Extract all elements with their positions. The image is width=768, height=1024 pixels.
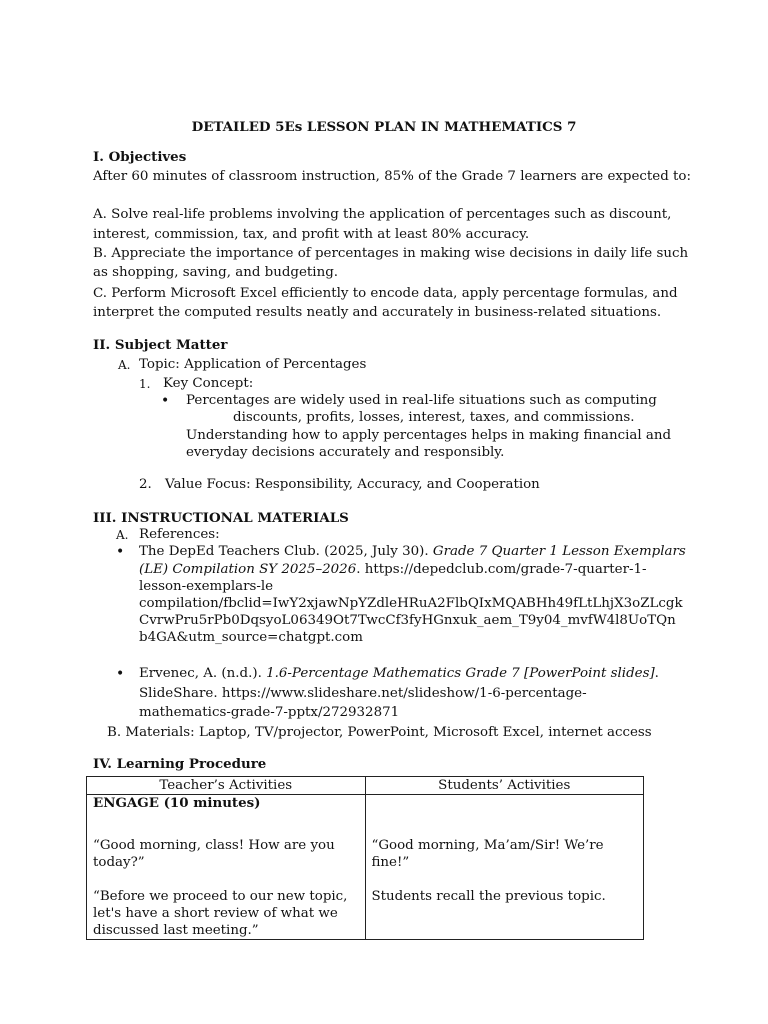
teacher-review-prompt: “Before we proceed to our new topic, let's have a short review of what we discussed last meeting.” xyxy=(93,889,348,938)
table-header-row xyxy=(87,777,644,795)
reference-1-link[interactable]: b4GA&utm_source=chatgpt.com xyxy=(139,630,363,645)
engage-label: ENGAGE (10 minutes) xyxy=(93,795,261,811)
concept-line: everyday decisions accurately and responsibly. xyxy=(186,445,505,460)
reference-2-link[interactable]: mathematics-grade-7-pptx/272932871 xyxy=(139,705,400,720)
teacher-greeting: “Good morning, class! How are you today?” xyxy=(93,838,335,870)
concept-line: discounts, profits, losses, interest, taxes, and commissions. xyxy=(233,410,635,425)
students-activities-header: Students’ Activities xyxy=(365,777,644,795)
objective-line: interest, commission, tax, and profit with at least 80% accuracy. xyxy=(93,227,530,242)
materials-line: B. Materials: Laptop, TV/projector, PowerPoint, Microsoft Excel, internet access xyxy=(107,725,652,740)
teacher-activities-cell xyxy=(87,795,366,940)
teacher-activities-header: Teacher’s Activities xyxy=(87,777,366,795)
reference-1-line-2: (LE) Compilation SY 2025–2026. https://depedclub.com/grade-7-quarter-1- xyxy=(139,562,647,577)
reference-2-link[interactable]: SlideShare. https://www.slideshare.net/slideshow/1-6-percentage- xyxy=(139,686,587,701)
objective-line: as shopping, saving, and budgeting. xyxy=(93,265,339,280)
document-title: DETAILED 5Es LESSON PLAN IN MATHEMATICS 7 xyxy=(191,119,577,135)
concept-line: Percentages are widely used in real-life situations such as computing xyxy=(186,393,657,408)
student-recall: Students recall the previous topic. xyxy=(371,889,606,904)
reference-2-line-1: Ervenec, A. (n.d.). 1.6-Percentage Mathematics Grade 7 [PowerPoint slides]. xyxy=(139,666,659,681)
procedure-heading: IV. Learning Procedure xyxy=(93,756,267,772)
objective-line: A. Solve real-life problems involving the application of percentages such as discount, xyxy=(93,207,672,222)
bullet-icon: • xyxy=(116,544,125,560)
topic-text: Topic: Application of Percentages xyxy=(139,357,367,372)
materials-heading: III. INSTRUCTIONAL MATERIALS xyxy=(93,510,349,526)
references-label: References: xyxy=(139,527,220,542)
value-marker: 2. xyxy=(139,477,152,492)
references-marker: A. xyxy=(116,528,129,542)
reference-1-line-1: The DepEd Teachers Club. (2025, July 30). Grade 7 Quarter 1 Lesson Exemplars xyxy=(139,544,686,559)
topic-marker: A. xyxy=(118,358,131,372)
objectives-heading: I. Objectives xyxy=(93,149,187,165)
student-greeting: “Good morning, Ma’am/Sir! We’re fine!” xyxy=(371,838,604,870)
reference-1-line-3: lesson-exemplars-le xyxy=(139,579,274,594)
concept-line: Understanding how to apply percentages helps in making financial and xyxy=(186,428,672,443)
objective-line: interpret the computed results neatly and accurately in business-related situations. xyxy=(93,305,662,320)
objective-line: B. Appreciate the importance of percentages in making wise decisions in daily life such xyxy=(93,246,689,261)
subject-matter-heading: II. Subject Matter xyxy=(93,337,228,353)
value-focus: Value Focus: Responsibility, Accuracy, and Cooperation xyxy=(165,477,540,492)
objectives-intro: After 60 minutes of classroom instruction, 85% of the Grade 7 learners are expected to: xyxy=(93,169,692,184)
concept-label: Key Concept: xyxy=(163,376,254,391)
reference-1-link[interactable]: compilation/fbclid=IwY2xjawNpYZdleHRuA2FlbQIxMQABHh49fLtLhjX3oZLcgk xyxy=(139,596,683,611)
learning-procedure-table xyxy=(86,776,644,940)
reference-1-link[interactable]: CvrwPru5rPb0DqsyoL06349Ot7TwcCf3fyHGnxuk_aem_T9y04_mvfW4l8UoTQn xyxy=(139,613,676,628)
table-row xyxy=(87,795,644,940)
bullet-icon: • xyxy=(116,666,125,682)
students-activities-cell xyxy=(365,795,644,940)
bullet-icon: • xyxy=(161,393,170,409)
concept-marker: 1. xyxy=(139,377,151,391)
objective-line: C. Perform Microsoft Excel efficiently to encode data, apply percentage formulas, and xyxy=(93,286,678,301)
